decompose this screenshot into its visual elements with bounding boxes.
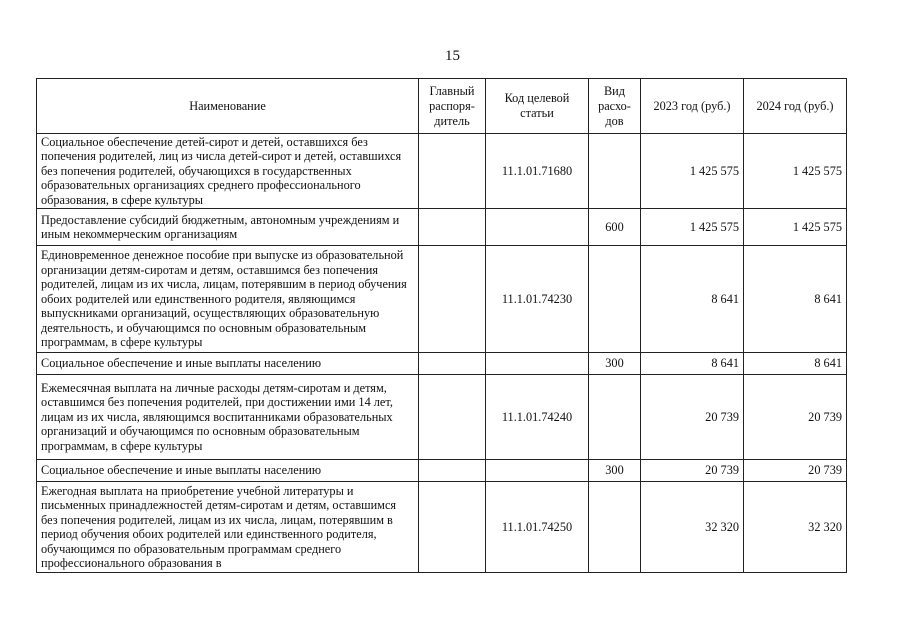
row-2024: 8 641 <box>744 246 847 353</box>
page-number: 15 <box>445 48 460 64</box>
header-name: Наименование <box>37 79 419 134</box>
row-code <box>486 460 589 482</box>
row-2024: 20 739 <box>744 460 847 482</box>
row-2023: 32 320 <box>641 482 744 573</box>
row-code <box>486 209 589 246</box>
row-2024: 20 739 <box>744 375 847 460</box>
row-name: Социальное обеспечение и иные выплаты населению <box>37 353 419 375</box>
table-row <box>37 375 847 460</box>
row-kind: 300 <box>589 460 641 482</box>
row-code: 11.1.01.74240 <box>486 375 589 460</box>
row-name: Ежемесячная выплата на личные расходы детям-сиротам и детям, оставшимся без попечения родителей, при достижении ими 14 лет, лицам из их числа, являющимся воспитанниками образовательных организаций и обучающимся по основным образовательным программам, в сфере культуры <box>37 375 419 460</box>
table-row <box>37 353 847 375</box>
table-row <box>37 460 847 482</box>
row-chief <box>419 460 486 482</box>
header-chief: Главный распоря-дитель <box>419 79 486 134</box>
row-chief <box>419 246 486 353</box>
table-row <box>37 246 847 353</box>
row-code: 11.1.01.74230 <box>486 246 589 353</box>
row-2023: 8 641 <box>641 246 744 353</box>
row-2023: 1 425 575 <box>641 134 744 209</box>
row-2024: 1 425 575 <box>744 209 847 246</box>
table-row <box>37 482 847 573</box>
row-2023: 1 425 575 <box>641 209 744 246</box>
row-name: Социальное обеспечение и иные выплаты населению <box>37 460 419 482</box>
row-name: Предоставление субсидий бюджетным, автономным учреждениям и иным некоммерческим организациям <box>37 209 419 246</box>
row-2023: 20 739 <box>641 375 744 460</box>
row-chief <box>419 353 486 375</box>
table-row <box>37 209 847 246</box>
row-2023: 20 739 <box>641 460 744 482</box>
header-code: Код целевой статьи <box>486 79 589 134</box>
row-name: Ежегодная выплата на приобретение учебной литературы и письменных принадлежностей детям-сиротам и детям, оставшимся без попечения родителей, лицам из их числа, лицам, потерявшим в период обучения обоих родителей или единственного родителя, обучающимся по образовательным программам среднего профессионального образования в <box>37 482 419 573</box>
table-header-row <box>37 79 847 134</box>
row-2024: 1 425 575 <box>744 134 847 209</box>
row-kind <box>589 375 641 460</box>
budget-table <box>36 78 847 573</box>
row-chief <box>419 134 486 209</box>
row-chief <box>419 482 486 573</box>
row-code: 11.1.01.74250 <box>486 482 589 573</box>
row-kind <box>589 134 641 209</box>
header-2024: 2024 год (руб.) <box>744 79 847 134</box>
row-code: 11.1.01.71680 <box>486 134 589 209</box>
row-chief <box>419 209 486 246</box>
header-kind: Вид расхо-дов <box>589 79 641 134</box>
table-row <box>37 134 847 209</box>
row-chief <box>419 375 486 460</box>
row-code <box>486 353 589 375</box>
row-2023: 8 641 <box>641 353 744 375</box>
row-name: Социальное обеспечение детей-сирот и детей, оставшихся без попечения родителей, лиц из числа детей-сирот и детей, оставшихся без попечения родителей, обучающихся в государственных образовательных организациях среднего профессионального образования, в сфере культуры <box>37 134 419 209</box>
row-2024: 8 641 <box>744 353 847 375</box>
row-kind <box>589 482 641 573</box>
row-kind <box>589 246 641 353</box>
row-2024: 32 320 <box>744 482 847 573</box>
row-name: Единовременное денежное пособие при выпуске из образовательной организации детям-сиротам и детям, оставшимся без попечения родителей, лицам из их числа, лицам, потерявшим в период обучения обоих родителей или единственного родителя, являющимся выпускниками организаций, осуществляющих образовательную деятельность, и обучающимся по основным образовательным программам, в сфере культуры <box>37 246 419 353</box>
header-2023: 2023 год (руб.) <box>641 79 744 134</box>
row-kind: 300 <box>589 353 641 375</box>
row-kind: 600 <box>589 209 641 246</box>
